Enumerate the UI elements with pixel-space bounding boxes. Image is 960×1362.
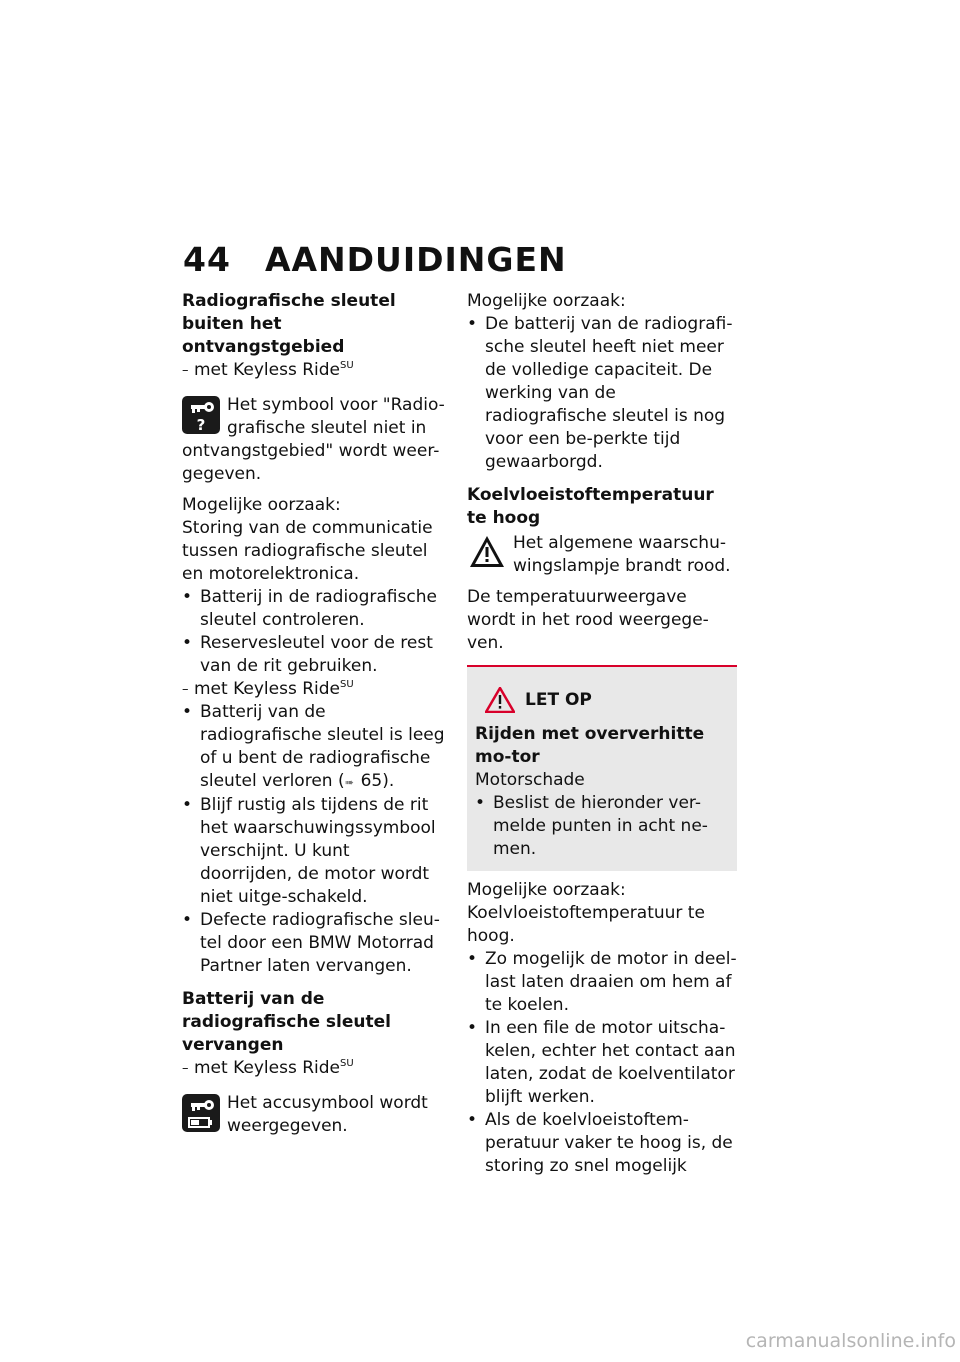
- svg-text:?: ?: [196, 416, 206, 434]
- chapter-title: AANDUIDINGEN: [264, 240, 567, 279]
- caution-notice: [467, 665, 737, 871]
- notice-subtext: Motorschade: [475, 770, 585, 790]
- list-item: • Beslist de hieronder ver-melde punten in acht ne-men.: [475, 793, 708, 859]
- list-item: • Zo mogelijk de motor in deel-last laten draaien om hem af te koelen.: [467, 949, 737, 1015]
- icon-paragraph: [182, 1092, 447, 1138]
- section-heading-battery: Batterij van de radiografische sleutel vervangen: [182, 989, 391, 1055]
- page-ref-arrow-icon[interactable]: ➠: [344, 776, 354, 789]
- key-question-icon: [182, 396, 220, 434]
- page-number: 44: [183, 240, 231, 279]
- key-battery-icon: [182, 1094, 220, 1132]
- bullet-list: [475, 792, 729, 861]
- bullet-list: [467, 948, 737, 1178]
- warning-triangle-icon: [467, 532, 507, 572]
- cause-label: Mogelijke oorzaak:: [182, 495, 341, 515]
- list-item: • Batterij in de radiografische sleutel controleren.: [182, 587, 437, 630]
- notice-header: [485, 687, 729, 713]
- cause-label: Mogelijke oorzaak:: [467, 880, 626, 900]
- bullet-list: [467, 313, 737, 474]
- cause-text: Koelvloeistoftemperatuur te hoog.: [467, 903, 705, 946]
- page-ref-link[interactable]: 65: [360, 771, 383, 791]
- right-column: [467, 290, 737, 1178]
- icon-description: Het symbool voor "Radio-grafische sleutel niet in ontvangstgebied" wordt weer-gegeven.: [182, 395, 445, 484]
- equipment-note: – met Keyless Ride$^{SU}$: [182, 359, 447, 382]
- list-item: • Batterij van de radiografische sleutel is leeg of u bent de radiografische sleutel verloren (➠ 65).: [182, 701, 447, 794]
- cause-label: Mogelijke oorzaak:: [467, 291, 626, 311]
- list-item: • Defecte radiografische sleu-tel door een BMW Motorrad Partner laten vervangen.: [182, 910, 440, 976]
- icon-paragraph: [182, 394, 447, 486]
- list-item: • In een file de motor uitscha-kelen, echter het contact aan laten, zodat de koelventilator blijft werken.: [467, 1018, 736, 1107]
- notice-heading: Rijden met oververhitte mo-tor: [475, 724, 705, 767]
- section-heading-coolant: Koelvloeistoftemperatuur te hoog: [467, 485, 714, 528]
- bullet-list: [182, 586, 447, 678]
- equipment-note: – met Keyless Ride$^{SU}$: [182, 678, 447, 701]
- cause-text: Storing van de communicatie tussen radiografische sleutel en motorelektronica.: [182, 518, 433, 584]
- list-item: • Als de koelvloeistoftem-peratuur vaker te hoog is, de storing zo snel mogelijk: [467, 1110, 733, 1176]
- equipment-note: – met Keyless Ride$^{SU}$: [182, 1057, 447, 1080]
- body-text: De temperatuurweergave wordt in het rood weergege-ven.: [467, 587, 709, 653]
- list-item: • Blijf rustig als tijdens de rit het waarschuwingssymbool verschijnt. U kunt doorrijden, de motor wordt niet uitge-schakeld.: [182, 795, 436, 907]
- notice-label: LET OP: [525, 689, 592, 710]
- icon-description: Het algemene waarschu-wingslampje brandt rood.: [513, 533, 731, 576]
- watermark: carmanualsonline.info: [745, 1330, 956, 1352]
- bullet-list: [182, 701, 447, 978]
- list-item: • De batterij van de radiografi-sche sleutel heeft niet meer de volledige capaciteit. De werking van de radiografische sleutel is nog voor een be-perkte tijd gewaarborgd.: [467, 314, 733, 472]
- left-column: [182, 290, 447, 1138]
- section-heading-key-out-of-range: Radiografische sleutel buiten het ontvangstgebied: [182, 291, 396, 357]
- icon-paragraph: [467, 532, 737, 578]
- list-item: • Reservesleutel voor de rest van de rit gebruiken.: [182, 633, 433, 676]
- icon-description: Het accusymbool wordt weergegeven.: [227, 1093, 428, 1136]
- caution-triangle-icon: [485, 687, 515, 713]
- page-title: [183, 240, 567, 279]
